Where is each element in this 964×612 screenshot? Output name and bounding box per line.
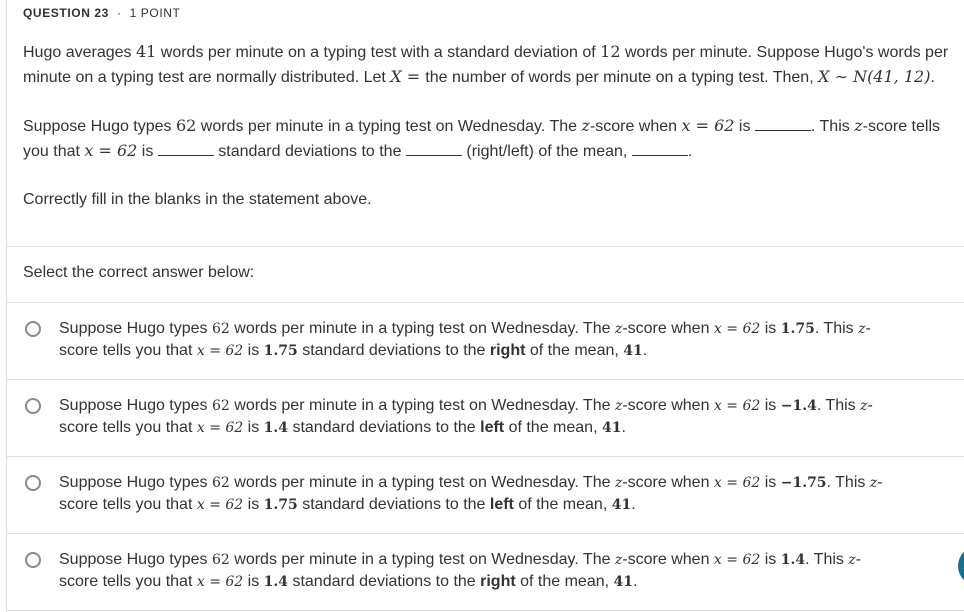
text: . This [810, 118, 855, 135]
math-sd-count: 1.75 [263, 343, 298, 359]
text: -score tells you that [59, 397, 873, 436]
math-z: z [614, 475, 623, 491]
answer-option-1[interactable] [7, 303, 964, 379]
math-x-equals: x = 62 [713, 321, 761, 337]
question-number: QUESTION 23 [23, 6, 109, 20]
text: . This [805, 551, 849, 568]
math-sd: 12 [600, 42, 621, 61]
text: . [930, 69, 935, 86]
radio-circle-icon[interactable] [25, 552, 41, 568]
math-variable: X [390, 67, 402, 86]
direction-word: left [480, 419, 505, 436]
text: of the mean, [525, 342, 624, 359]
text: -score tells you that [59, 551, 862, 590]
math-zscore-value: −1.75 [780, 475, 827, 491]
text: Hugo averages [23, 44, 136, 61]
direction-word: right [489, 342, 526, 359]
text: Suppose Hugo types [23, 118, 176, 135]
text: Suppose Hugo types [59, 320, 212, 337]
answer-prompt: Select the correct answer below: [23, 264, 255, 281]
math-z: z [848, 552, 856, 568]
text: . [633, 573, 638, 590]
text: . [621, 419, 626, 436]
text: is [734, 118, 755, 135]
option-text [59, 318, 899, 362]
option-text [59, 549, 899, 593]
question-paragraph-2 [23, 114, 949, 164]
text: . This [826, 474, 870, 491]
text: is [243, 496, 264, 513]
math-x-equals: x = 62 [196, 343, 244, 359]
text: -score when [622, 397, 714, 414]
text: standard deviations to the [288, 573, 481, 590]
text: is [243, 573, 264, 590]
question-text [23, 40, 949, 236]
radio-circle-icon[interactable] [25, 321, 41, 337]
math-z: z [860, 398, 868, 414]
math-x-equals: x = 62 [196, 497, 244, 513]
math-z: z [858, 321, 866, 337]
text: words per minute in a typing test on Wednesday. The [229, 320, 615, 337]
math-mean: 41 [623, 343, 643, 359]
text: -score when [622, 320, 714, 337]
math-equals: = [401, 67, 426, 86]
divider [7, 610, 964, 611]
math-value: 62 [212, 398, 230, 414]
radio-circle-icon[interactable] [25, 475, 41, 491]
math-x-equals: x = 62 [713, 552, 761, 568]
direction-word: right [480, 573, 516, 590]
math-mean: 41 [601, 420, 622, 436]
text: -score tells you that [23, 118, 940, 160]
text: standard deviations to the [297, 496, 490, 513]
math-z: z [614, 321, 623, 337]
text: words per minute in a typing test on Wednesday. The [229, 551, 615, 568]
text: words per minute in a typing test on Wednesday. The [229, 397, 615, 414]
math-x-equals: x = 62 [84, 141, 138, 160]
header-separator: · [116, 6, 122, 20]
text: is [243, 419, 264, 436]
text: the number of words per minute on a typing test. Then, [425, 69, 819, 86]
text: of the mean, [504, 419, 602, 436]
text: -score when [622, 551, 714, 568]
text: words per minute in a typing test on Wednesday. The [229, 474, 615, 491]
math-x-equals: x = 62 [196, 420, 244, 436]
math-z: z [614, 398, 623, 414]
text: is [137, 143, 158, 160]
text: of the mean, [515, 573, 614, 590]
text: . This [816, 397, 861, 414]
direction-word: left [489, 496, 514, 513]
math-mean: 41 [611, 497, 632, 513]
math-z: z [614, 552, 623, 568]
blank-mean [632, 143, 688, 156]
question-instruction: Correctly fill in the blanks in the statement above. [23, 191, 372, 208]
math-sd-count: 1.4 [263, 574, 288, 590]
text: is [760, 551, 781, 568]
text: is [760, 397, 781, 414]
math-x-equals: x = 62 [681, 116, 735, 135]
math-zscore-value: −1.4 [780, 398, 817, 414]
math-x-equals: x = 62 [196, 574, 244, 590]
option-text [59, 395, 899, 439]
text: -score tells you that [59, 474, 883, 513]
text: words per minute on a typing test with a standard deviation of [156, 44, 601, 61]
math-z: z [869, 475, 878, 491]
divider [7, 246, 964, 247]
answer-option-4[interactable] [7, 534, 964, 610]
math-zscore-value: 1.4 [780, 552, 806, 568]
answer-option-2[interactable] [7, 380, 964, 456]
text: standard deviations to the [213, 143, 406, 160]
math-x-equals: x = 62 [713, 475, 761, 491]
math-x-equals: x = 62 [713, 398, 761, 414]
text: is [243, 342, 264, 359]
text: . [687, 143, 693, 160]
math-mean: 41 [135, 42, 157, 61]
text: is [760, 320, 781, 337]
text: is [760, 474, 781, 491]
blank-direction [406, 143, 462, 156]
math-sd-count: 1.75 [263, 497, 298, 513]
text: Suppose Hugo types [59, 474, 212, 491]
math-value: 62 [212, 475, 230, 491]
math-sd-count: 1.4 [263, 420, 288, 436]
blank-zscore [755, 118, 811, 131]
question-card [6, 0, 964, 612]
text: . This [814, 320, 859, 337]
text: Suppose Hugo types [59, 397, 212, 414]
math-value: 62 [212, 552, 230, 568]
text: of the mean, [513, 496, 612, 513]
option-text [59, 472, 899, 516]
question-points: 1 POINT [129, 6, 181, 20]
question-header [23, 6, 180, 20]
blank-sd-count [158, 143, 214, 156]
text: standard deviations to the [297, 342, 490, 359]
math-z: z [581, 116, 590, 135]
radio-circle-icon[interactable] [25, 398, 41, 414]
math-zscore-value: 1.75 [780, 321, 815, 337]
text: . [642, 342, 648, 359]
text: -score when [622, 474, 714, 491]
math-value: 62 [176, 116, 197, 135]
text: -score when [589, 118, 682, 135]
text: Suppose Hugo types [59, 551, 212, 568]
text: -score tells you that [59, 320, 871, 359]
answer-option-3[interactable] [7, 457, 964, 533]
math-value: 62 [212, 321, 230, 337]
math-z: z [854, 116, 863, 135]
math-mean: 41 [613, 574, 633, 590]
text: words per minute in a typing test on Wednesday. The [196, 118, 582, 135]
text: standard deviations to the [288, 419, 481, 436]
text: (right/left) of the mean, [461, 143, 632, 160]
text: . [631, 496, 636, 513]
question-paragraph-1 [23, 40, 949, 90]
text: words per minute. Suppose Hugo's words per minute on a typing test are normally distributed. Let [23, 44, 949, 86]
math-distribution: X ∼ N(41, 12) [818, 67, 931, 86]
